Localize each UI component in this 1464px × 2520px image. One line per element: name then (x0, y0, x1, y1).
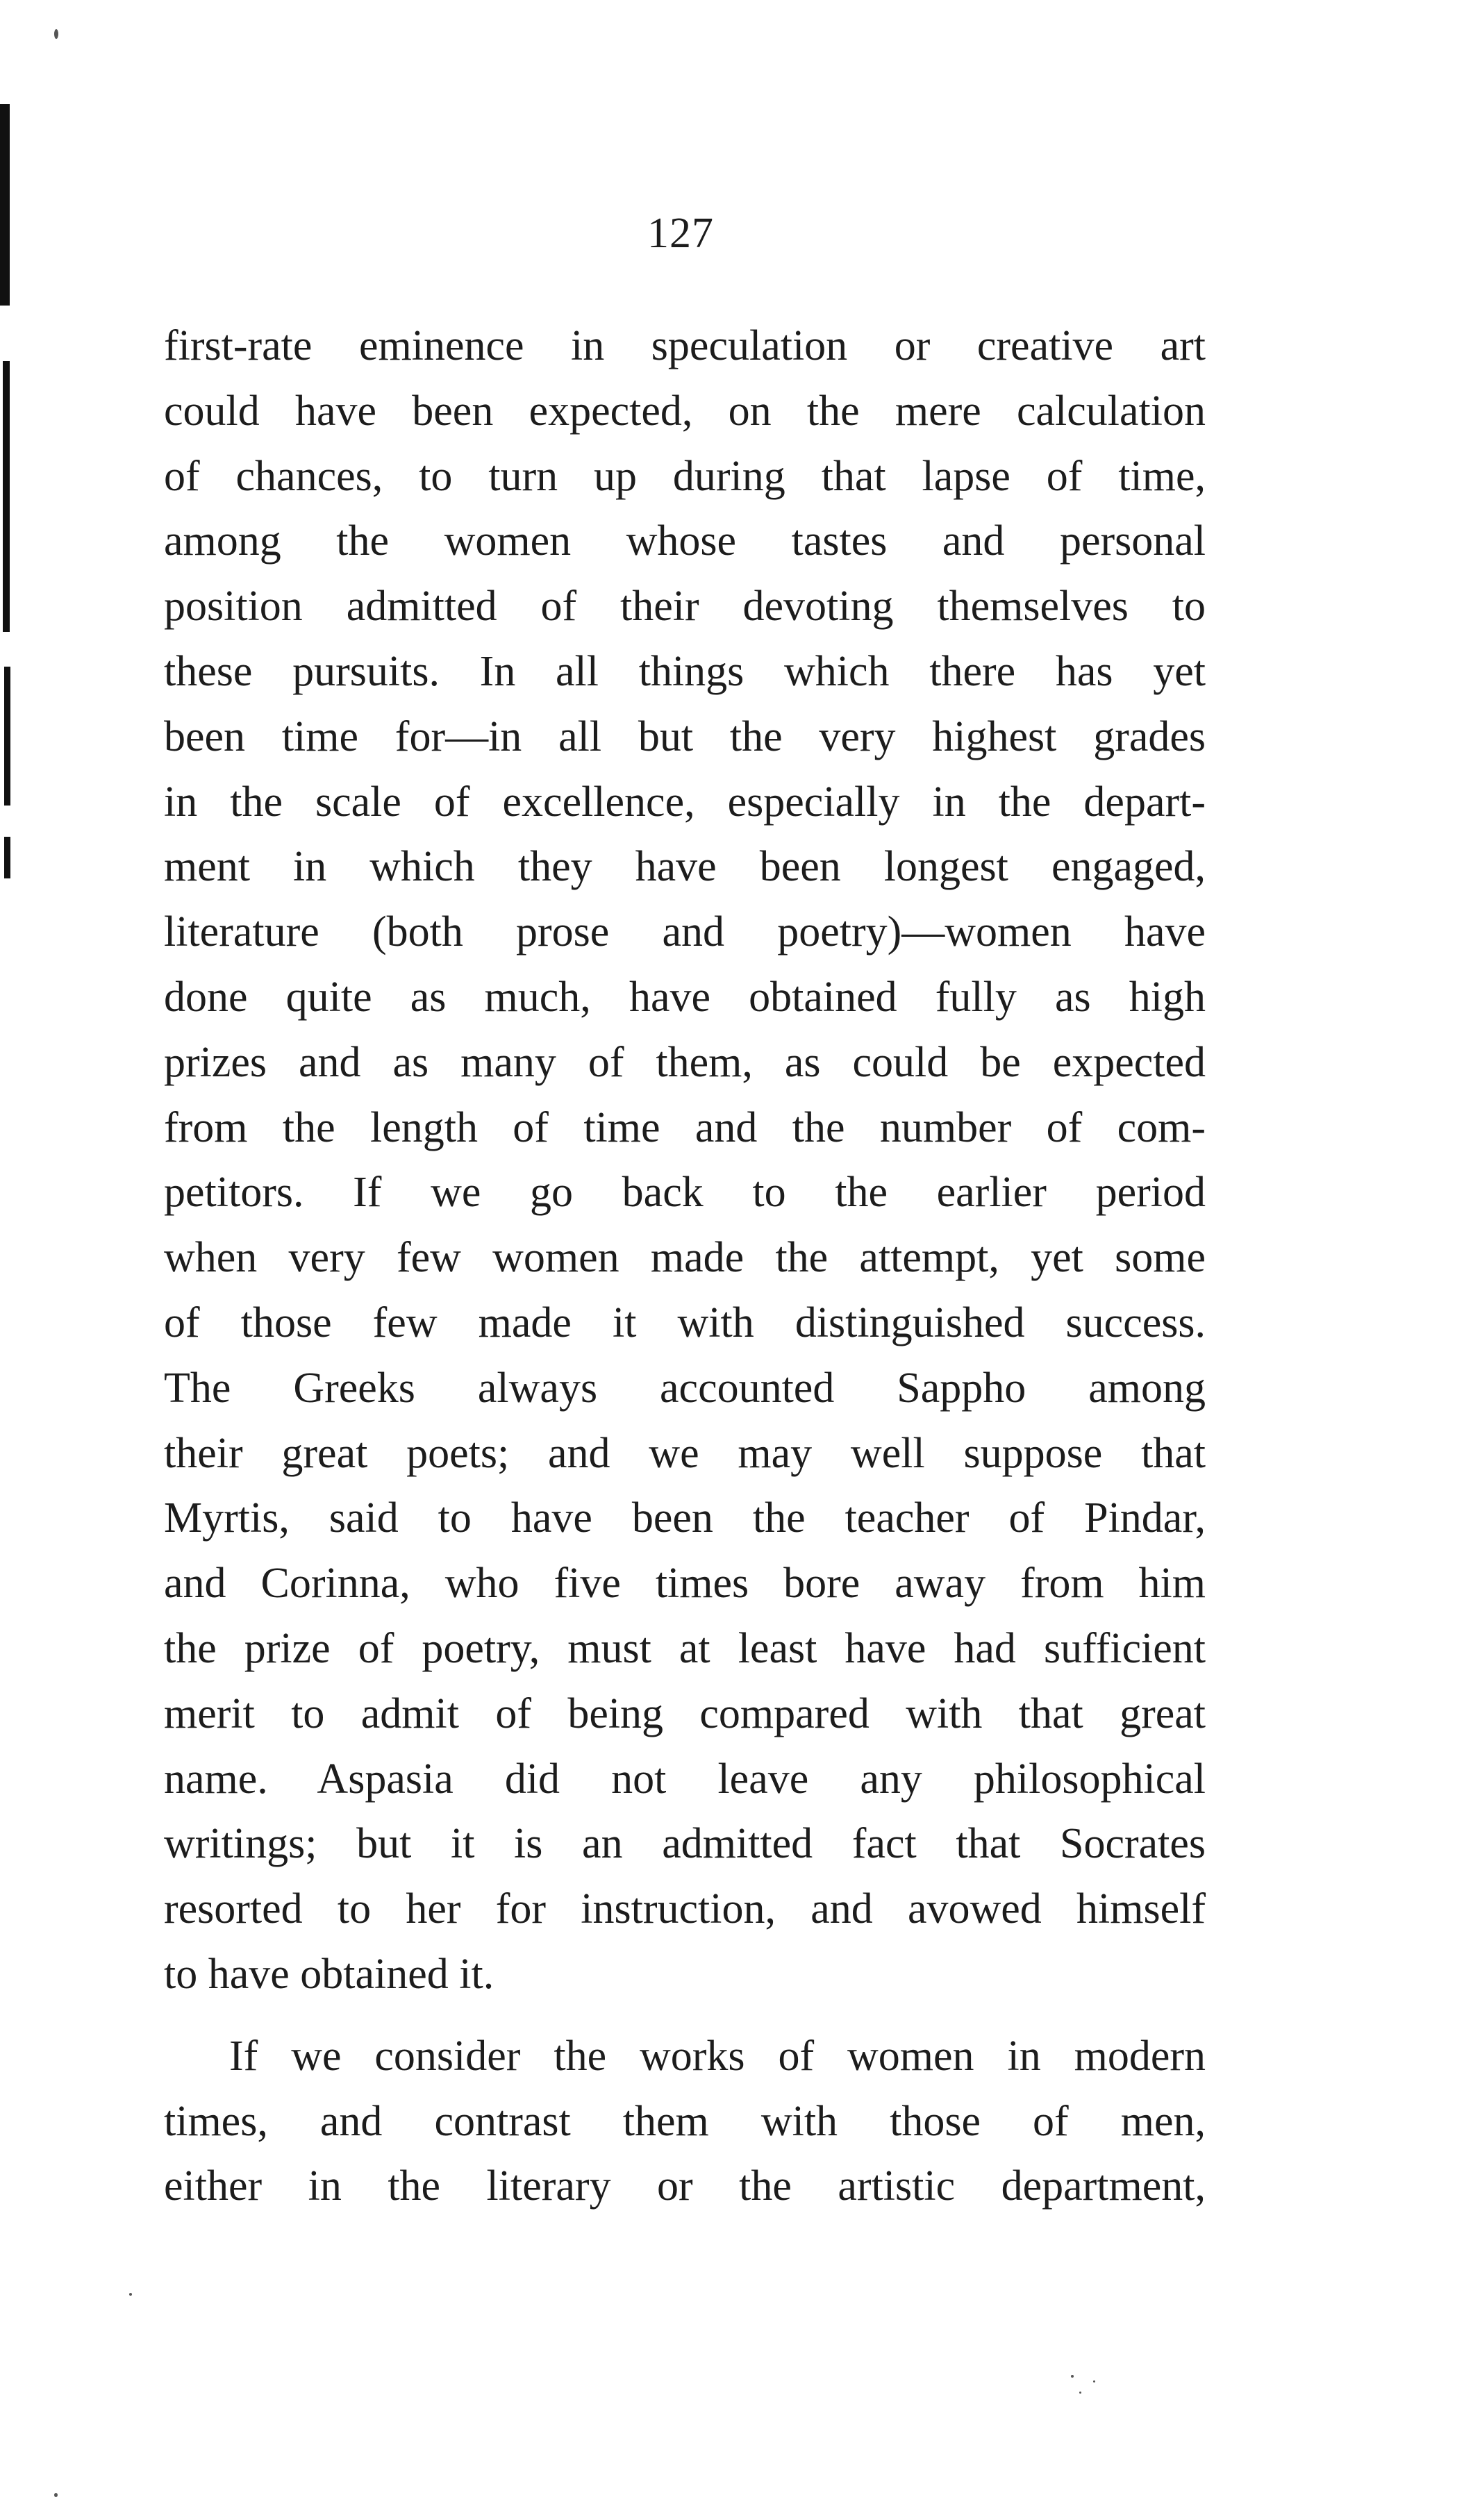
text-line: times, and contrast them with those of men, (164, 2097, 1206, 2145)
text-line: position admitted of their devoting themselves to (164, 583, 1206, 631)
page-number: 127 (647, 210, 714, 257)
binding-mark (0, 104, 10, 306)
binding-mark (4, 837, 10, 878)
text-line: done quite as much, have obtained fully as high (164, 973, 1206, 1021)
binding-mark (4, 667, 10, 806)
text-line: writings; but it is an admitted fact that Socrates (164, 1820, 1206, 1868)
text-line: Myrtis, said to have been the teacher of Pindar, (164, 1494, 1206, 1542)
text-line: the prize of poetry, must at least have had sufficient (164, 1624, 1206, 1672)
text-line: merit to admit of being compared with that great (164, 1689, 1206, 1737)
body-text (164, 314, 1206, 2219)
text-line: The Greeks always accounted Sappho among (164, 1364, 1206, 1412)
paragraph (164, 2024, 1206, 2219)
text-line: resorted to her for instruction, and avowed himself (164, 1885, 1206, 1933)
paragraph (164, 314, 1206, 2008)
text-line: prizes and as many of them, as could be expected (164, 1038, 1206, 1086)
text-line: in the scale of excellence, especially in the depart- (164, 778, 1206, 826)
text-line: from the length of time and the number of com- (164, 1103, 1206, 1151)
text-line: literature (both prose and poetry)—women have (164, 908, 1206, 956)
text-line: either in the literary or the artistic department, (164, 2162, 1206, 2210)
text-line: and Corinna, who five times bore away from him (164, 1560, 1206, 1608)
text-line: their great poets; and we may well suppose that (164, 1429, 1206, 1477)
text-line: petitors. If we go back to the earlier period (164, 1169, 1206, 1217)
text-line: first-rate eminence in speculation or creative art (164, 322, 1206, 369)
text-line: these pursuits. In all things which there has yet (164, 647, 1206, 695)
scan-speck (54, 2493, 58, 2497)
text-line: name. Aspasia did not leave any philosophical (164, 1755, 1206, 1803)
text-line: of those few made it with distinguished success. (164, 1299, 1206, 1346)
scan-speck (129, 2293, 132, 2296)
binding-mark (3, 361, 10, 632)
scan-speck (1071, 2375, 1074, 2378)
text-line: could have been expected, on the mere calculation (164, 387, 1206, 435)
text-line: been time for—in all but the very highest grades (164, 712, 1206, 760)
text-line: to have obtained it. (164, 1950, 494, 1998)
text-line: If we consider the works of women in modern (229, 2032, 1206, 2080)
text-line: of chances, to turn up during that lapse of time, (164, 452, 1206, 500)
text-line: when very few women made the attempt, yet some (164, 1234, 1206, 1282)
scan-speck (1079, 2392, 1081, 2394)
scan-speck (54, 29, 58, 39)
text-line: among the women whose tastes and personal (164, 517, 1206, 565)
scan-speck (1093, 2380, 1095, 2383)
text-line: ment in which they have been longest engaged, (164, 843, 1206, 891)
